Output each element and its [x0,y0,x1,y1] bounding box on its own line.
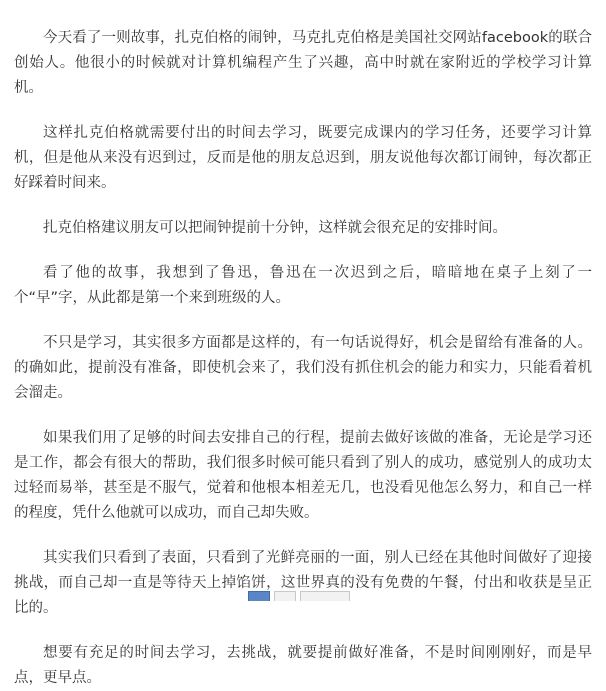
paragraph-4: 看了他的故事，我想到了鲁迅，鲁迅在一次迟到之后，暗暗地在桌子上刻了一个“早”字，从此都是第一个来到班级的人。 [14,265,592,306]
page-button-current[interactable] [248,591,270,601]
paragraph-8: 想要有充足的时间去学习，去挑战，就要提前做好准备，不是时间刚刚好，而是早点，更早点。 [14,645,592,686]
next-page-button[interactable] [300,591,350,601]
page-button[interactable] [274,591,296,601]
paragraph-5: 不只是学习，其实很多方面都是这样的，有一句话说得好，机会是留给有准备的人。的确如此，提前没有准备，即使机会来了，我们没有抓住机会的能力和实力，只能看着机会溜走。 [14,335,592,401]
paragraph-6: 如果我们用了足够的时间去安排自己的行程，提前去做好该做的准备，无论是学习还是工作，都会有很大的帮助，我们很多时候可能只看到了别人的成功，感觉别人的成功太过轻而易举，甚至是不服气，觉着和他根本相差无几，也没看见他怎么努力，和自己一样的程度，凭什么他就可以成功，而自己却失败。 [14,430,592,521]
pagination [248,591,350,601]
paragraph-2: 这样扎克伯格就需要付出的时间去学习，既要完成课内的学习任务，还要学习计算机，但是他从来没有迟到过，反而是他的朋友总迟到，朋友说他每次都订闹钟，每次都正好踩着时间来。 [14,125,592,191]
paragraph-3: 扎克伯格建议朋友可以把闹钟提前十分钟，这样就会很充足的安排时间。 [43,220,507,236]
paragraph-7: 其实我们只看到了表面，只看到了光鲜亮丽的一面，别人已经在其他时间做好了迎接挑战，而自己却一直是等待天上掉馅饼，这世界真的没有免费的午餐，付出和收获是呈正比的。 [14,550,592,616]
paragraph-1: 今天看了一则故事，扎克伯格的闹钟，马克扎克伯格是美国社交网站facebook的联合创始人。他很小的时候就对计算机编程产生了兴趣，高中时就在家附近的学校学习计算机。 [14,30,592,96]
